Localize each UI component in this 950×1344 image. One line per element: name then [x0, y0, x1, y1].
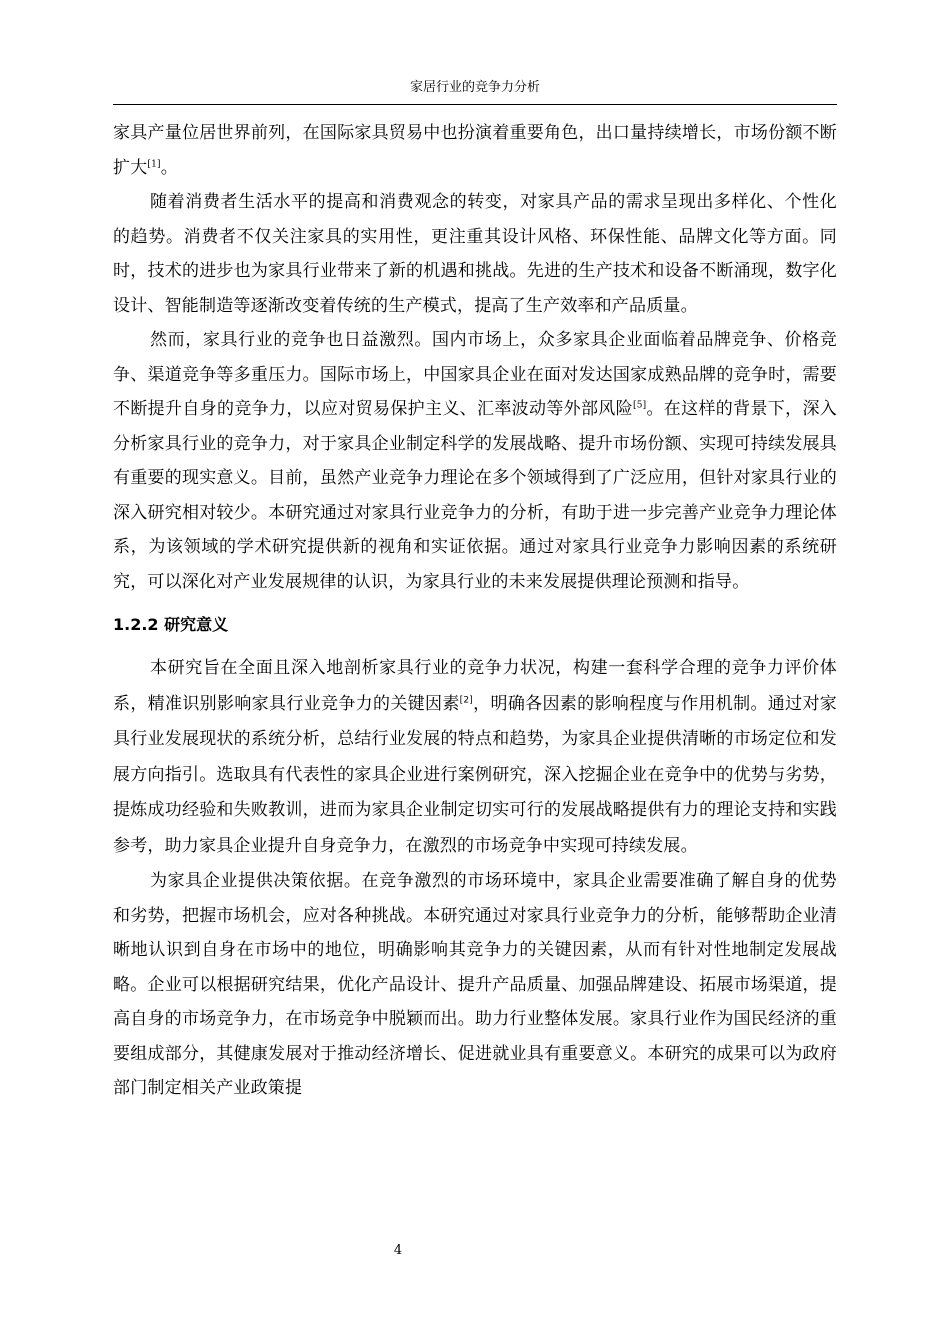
- page-header-title: 家居行业的竞争力分析: [409, 80, 540, 95]
- paragraph-text: 。: [160, 157, 178, 178]
- decision-paragraph: 为家具企业提供决策依据。在竞争激烈的市场环境中，家具企业需要准确了解自身的优势和劣势，把握市场机会，应对各种挑战。本研究通过对家具行业竞争力的分析，能够帮助企业清晰地认识到自身在市场中的地位，明确影响其竞争力的关键因素，从而有针对性地制定发展战略。企业可以根据研究结果，优化产品设计、提升产品质量、加强品牌建设、拓展市场渠道，提高自身的市场竞争力，在市场竞争中脱颖而出。助力行业整体发展。家具行业作为国民经济的重要组成部分，其健康发展对于推动经济增长、促进就业具有重要意义。本研究的成果可以为政府部门制定相关产业政策提: [113, 871, 837, 1098]
- section-heading: 1.2.2 研究意义: [113, 615, 229, 634]
- paragraph-text: 。在这样的背景下，深入分析家具行业的竞争力，对于家具企业制定科学的发展战略、提升市场份额、实现可持续发展具有重要的现实意义。目前，虽然产业竞争力理论在多个领域得到了广泛应用，但针对家具行业的深入研究相对较少。本研究通过对家具行业竞争力的分析，有助于进一步完善产业竞争力理论体系，为该领域的学术研究提供新的视角和实证依据。通过对家具行业竞争力影响因素的系统研究，可以深化对产业发展规律的认识，为家具行业的未来发展提供理论预测和指导。: [113, 399, 838, 592]
- paragraph-text: ，明确各因素的影响程度与作用机制。通过对家具行业发展现状的系统分析，总结行业发展的特点和趋势，为家具企业提供清晰的市场定位和发展方向指引。选取具有代表性的家具企业进行案例研究，深入挖掘企业在竞争中的优势与劣势，提炼成功经验和失败教训，进而为家具企业制定切实可行的发展战略提供有力的理论支持和实践参考，助力家具企业提升自身竞争力，在激烈的市场竞争中实现可持续发展。: [113, 693, 837, 856]
- paragraph-2: 随着消费者生活水平的提高和消费观念的转变，对家具产品的需求呈现出多样化、个性化的趋势。消费者不仅关注家具的实用性，更注重其设计风格、环保性能、品牌文化等方面。同时，技术的进步也为家具行业带来了新的机遇和挑战。先进的生产技术和设备不断涌现，数字化设计、智能制造等逐渐改变着传统的生产模式，提高了生产效率和产品质量。: [113, 192, 837, 316]
- header-rule: [113, 104, 837, 105]
- paragraph-text: 本研究旨在全面且深入地剖析家具行业的竞争力状况，构建一套科学合理的竞争力评价体系，精准识别影响家具行业竞争力的关键因素: [113, 658, 837, 714]
- significance-paragraph: [113, 651, 837, 864]
- document-body: [113, 116, 837, 1106]
- citation-mark: [2]: [459, 694, 474, 705]
- paragraph-3: [113, 323, 837, 599]
- page-number: 4: [393, 1243, 403, 1258]
- citation-mark: [5]: [632, 400, 647, 411]
- paragraph-text: 然而，家具行业的竞争也日益激烈。国内市场上，众多家具企业面临着品牌竞争、价格竞争、渠道竞争等多重压力。国际市场上，中国家具企业在面对发达国家成熟品牌的竞争时，需要不断提升自身的竞争力，以应对贸易保护主义、汇率波动等外部风险: [113, 330, 837, 419]
- paragraph-1: [113, 116, 837, 185]
- citation-mark: [1]: [147, 158, 161, 169]
- paragraph-text: 家具产量位居世界前列，在国际家具贸易中也扮演着重要角色，出口量持续增长，市场份额不断扩大: [113, 123, 837, 178]
